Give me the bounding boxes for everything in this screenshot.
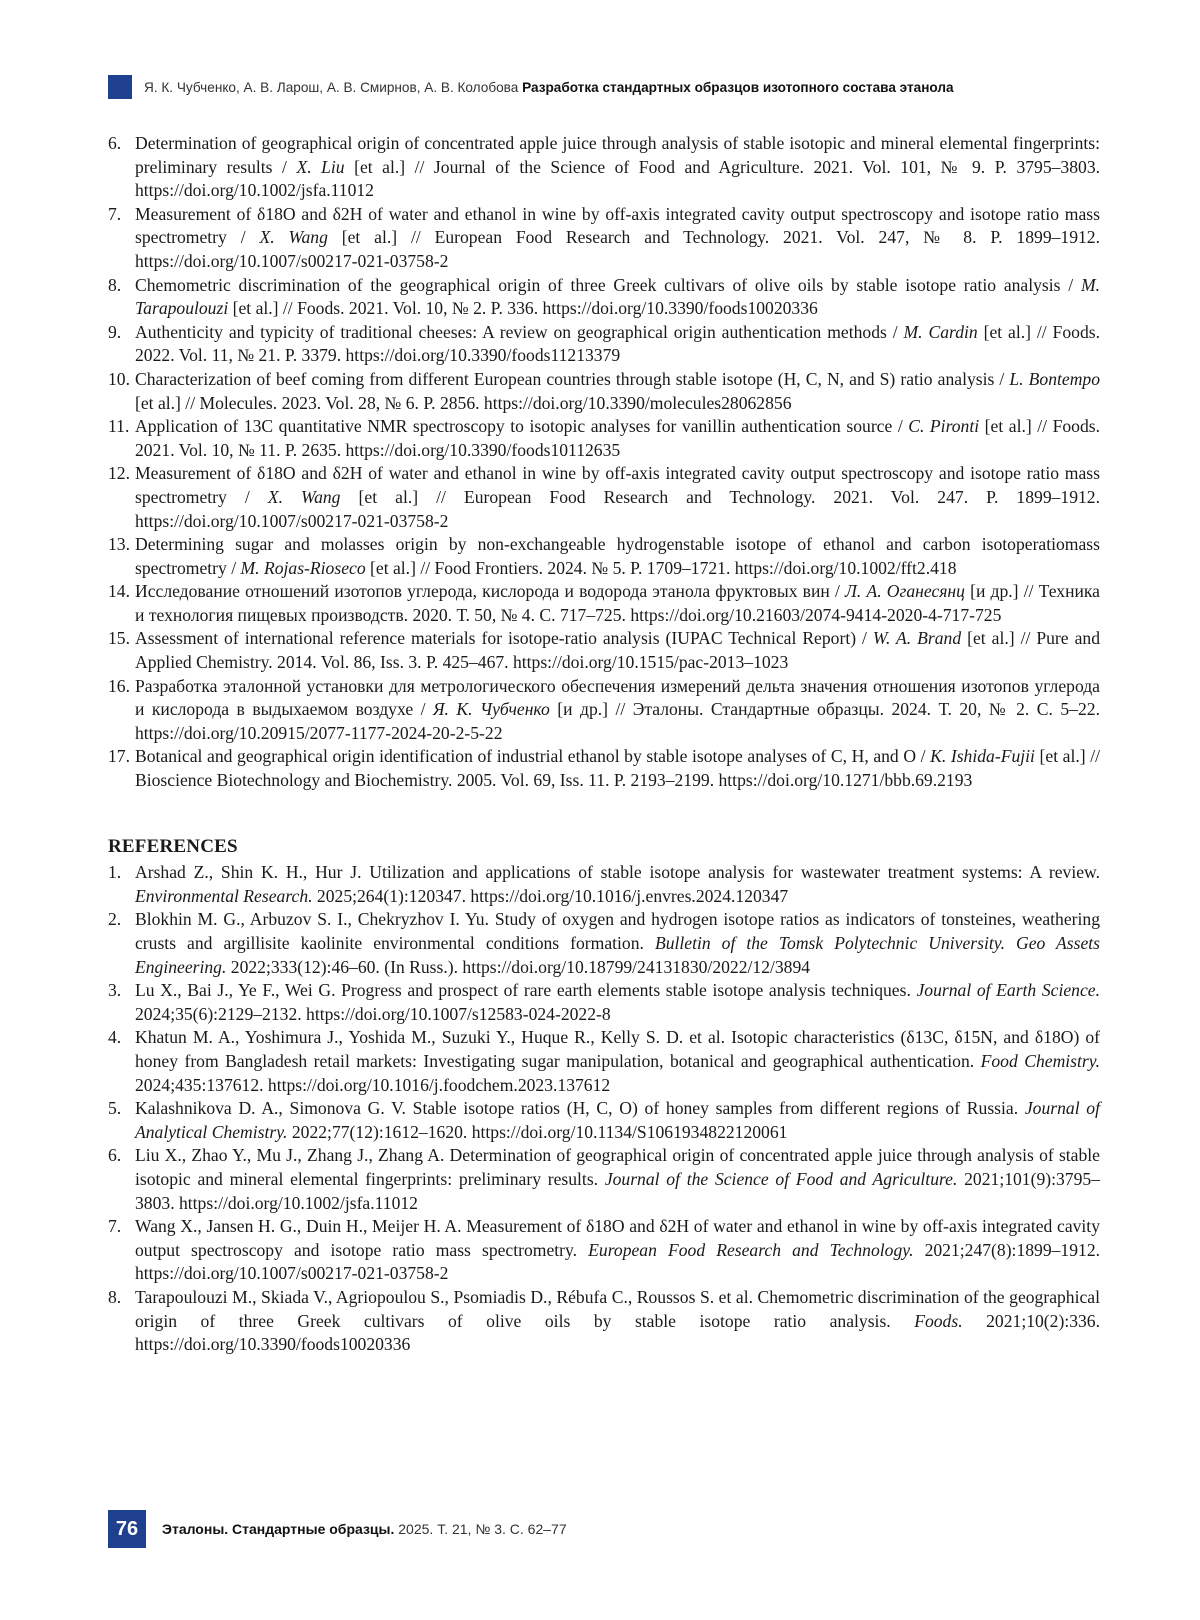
reference-item: 9. Authenticity and typicity of traditional cheeses: A review on geographical origin authentication methods / M. Cardin [et al.] // Foods. 2022. Vol. 11, № 21. P. 3379. https://doi.org/10.3390/foods11213379 (108, 321, 1100, 366)
reference-journal: Journal of Analytical Chemistry. (135, 1098, 1100, 1142)
reference-number: 15. (108, 628, 130, 649)
reference-number: 2. (108, 909, 122, 930)
header-title: Разработка стандартных образцов изотопного состава этанола (522, 79, 954, 95)
reference-author: X. Wang (267, 486, 341, 507)
reference-author: Л. А. Оганесянц (845, 581, 965, 602)
reference-number: 12. (108, 463, 130, 484)
reference-journal: Journal of Earth Science. (916, 980, 1100, 1001)
reference-item: 17. Botanical and geographical origin identification of industrial ethanol by stable isotope analyses of C, H, and O / K. Ishida-Fujii [et al.] // Bioscience Biotechnology and Biochemistry. 2005. Vol. 69, Iss. 11. P. 2193–2199. https://doi.org/10.1271/bbb.69.2193 (108, 746, 1101, 791)
reference-number: 17. (108, 746, 130, 767)
reference-number: 3. (108, 980, 122, 1001)
reference-author: X. Wang (259, 227, 328, 248)
reference-number: 13. (108, 534, 130, 555)
reference-author: W. A. Brand (872, 628, 962, 649)
reference-item: 5. Kalashnikova D. A., Simonova G. V. Stable isotope ratios (H, C, O) of honey samples from different regions of Russia. Journal of Analytical Chemistry. 2022;77(12):1612–1620. https://doi.org/10.1134/S1061934822120061 (108, 1098, 1100, 1142)
reference-item: 14. Исследование отношений изотопов углерода, кислорода и водорода этанола фруктовых вин / Л. А. Оганесянц [и др.] // Техника и технология пищевых производств. 2020. Т. 50, № 4. С. 717–725. https://doi.org/10.21603/2074-9414-2020-4-717-725 (108, 581, 1100, 625)
reference-item: 15. Assessment of international reference materials for isotope-ratio analysis (IUPAC Technical Report) / W. A. Brand [et al.] // Pure and Applied Chemistry. 2014. Vol. 86, Iss. 3. P. 425–467. https://doi.org/10.1515/pac-2013–1023 (108, 628, 1100, 673)
reference-author: M. Tarapoulouzi (135, 274, 1100, 319)
reference-number: 16. (108, 675, 130, 696)
reference-number: 14. (108, 581, 130, 602)
reference-journal: Food Chemistry. (980, 1050, 1100, 1071)
references-heading: REFERENCES (108, 835, 238, 857)
reference-item: 13. Determining sugar and molasses origin by non-exchangeable hydrogenstable isotope of ethanol and carbon isotoperatiomass spectrometry / M. Rojas-Rioseco [et al.] // Food Frontiers. 2024. № 5. P. 1709–1721. https://doi.org/10.1002/fft2.418 (108, 534, 1100, 578)
reference-number: 11. (108, 416, 130, 437)
reference-item: 2. Blokhin M. G., Arbuzov S. I., Chekryzhov I. Yu. Study of oxygen and hydrogen isotope ratios as indicators of tonsteines, weathering crusts and argillisite kaolinite environmental conditions formation. Bulletin of the Tomsk Polytechnic University. Geo Assets Engineering. 2022;333(12):46–60. (In Russ.). https://doi.org/10.18799/24131830/2022/12/3894 (108, 909, 1100, 977)
reference-number: 6. (108, 1145, 122, 1166)
header-authors: Я. К. Чубченко, А. В. Ларош, А. В. Смирнов, А. В. Колобова (144, 79, 519, 95)
reference-number: 10. (108, 368, 130, 389)
reference-item: 11. Application of 13C quantitative NMR spectroscopy to isotopic analyses for vanillin authentication source / C. Pironti [et al.] // Foods. 2021. Vol. 10, № 11. P. 2635. https://doi.org/10.3390/foods10112635 (108, 416, 1100, 460)
references-content (108, 132, 1100, 1357)
reference-journal: Bulletin of the Tomsk Polytechnic University. Geo Assets Engineering. (135, 933, 1100, 977)
reference-journal: Foods. (914, 1310, 963, 1331)
reference-item: 6. Liu X., Zhao Y., Mu J., Zhang J., Zhang A. Determination of geographical origin of concentrated apple juice through analysis of stable isotopic and mineral elemental fingerprints: preliminary results. Journal of the Science of Food and Agriculture. 2021;101(9):3795–3803. https://doi.org/10.1002/jsfa.11012 (108, 1145, 1100, 1213)
reference-author: Я. К. Чубченко (432, 699, 550, 720)
header-marker (108, 75, 132, 99)
reference-item: 3. Lu X., Bai J., Ye F., Wei G. Progress and prospect of rare earth elements stable isotope analysis techniques. Journal of Earth Science. 2024;35(6):2129–2132. https://doi.org/10.1007/s12583-024-2022-8 (108, 980, 1100, 1024)
reference-item: 12. Measurement of δ18O and δ2H of water and ethanol in wine by off-axis integrated cavity output spectroscopy and isotope ratio mass spectrometry / X. Wang [et al.] // European Food Research and Technology. 2021. Vol. 247. P. 1899–1912. https://doi.org/10.1007/s00217-021-03758-2 (108, 463, 1101, 531)
reference-author: C. Pironti (908, 416, 980, 437)
footer-journal: Эталоны. Стандартные образцы. (162, 1521, 395, 1537)
reference-item: 6. Determination of geographical origin of concentrated apple juice through analysis of stable isotopic and mineral elemental fingerprints: preliminary results / X. Liu [et al.] // Journal of the Science of Food and Agriculture. 2021. Vol. 101, № 9. P. 3795–3803. https://doi.org/10.1002/jsfa.11012 (108, 133, 1101, 201)
reference-number: 6. (108, 133, 122, 153)
reference-author: X. Liu (296, 156, 345, 177)
reference-item: 8. Chemometric discrimination of the geographical origin of three Greek cultivars of olive oils by stable isotope ratio analysis / M. Tarapoulouzi [et al.] // Foods. 2021. Vol. 10, № 2. P. 336. https://doi.org/10.3390/foods10020336 (108, 274, 1100, 319)
reference-author: M. Rojas-Rioseco (240, 557, 366, 578)
reference-item: 4. Khatun M. A., Yoshimura J., Yoshida M., Suzuki Y., Huque R., Kelly S. D. et al. Isotopic characteristics (δ13C, δ15N, and δ18O) of honey from Bangladesh retail markets: Investigating sugar manipulation, botanical and geographical authentication. Food Chemistry. 2024;435:137612. https://doi.org/10.1016/j.foodchem.2023.137612 (108, 1027, 1100, 1095)
reference-item: 7. Wang X., Jansen H. G., Duin H., Meijer H. A. Measurement of δ18O and δ2H of water and ethanol in wine by off-axis integrated cavity output spectroscopy and isotope ratio mass spectrometry. European Food Research and Technology. 2021;247(8):1899–1912. https://doi.org/10.1007/s00217-021-03758-2 (108, 1216, 1101, 1284)
reference-number: 8. (108, 274, 122, 295)
reference-author: M. Cardin (903, 321, 978, 342)
page-number: 76 (108, 1510, 146, 1548)
reference-number: 9. (108, 321, 122, 342)
footer-issue: 2025. Т. 21, № 3. С. 62–77 (398, 1521, 567, 1537)
reference-author: L. Bontempo (1009, 368, 1100, 389)
references-en-list (108, 861, 1100, 1356)
reference-number: 7. (108, 1216, 122, 1237)
reference-item: 7. Measurement of δ18O and δ2H of water and ethanol in wine by off-axis integrated cavity output spectroscopy and isotope ratio mass spectrometry / X. Wang [et al.] // European Food Research and Technology. 2021. Vol. 247, № 8. P. 1899–1912. https://doi.org/10.1007/s00217-021-03758-2 (108, 203, 1100, 271)
reference-journal: Journal of the Science of Food and Agriculture. (604, 1168, 958, 1189)
references-ru-list (108, 132, 1100, 793)
reference-author: K. Ishida-Fujii (930, 746, 1035, 767)
page-footer (108, 1510, 567, 1548)
reference-number: 8. (108, 1286, 122, 1307)
reference-item: 1. Arshad Z., Shin K. H., Hur J. Utilization and applications of stable isotope analysis for wastewater treatment systems: A review. Environmental Research. 2025;264(1):120347. https://doi.org/10.1016/j.envres.2024.120347 (108, 862, 1100, 906)
reference-item: 10. Characterization of beef coming from different European countries through stable isotope (H, C, N, and S) ratio analysis / L. Bontempo [et al.] // Molecules. 2023. Vol. 28, № 6. P. 2856. https://doi.org/10.3390/molecules28062856 (108, 368, 1100, 413)
reference-item: 16. Разработка эталонной установки для метрологического обеспечения измерений дельта значения отношения изотопов углерода и кислорода в выдыхаемом воздухе / Я. К. Чубченко [и др.] // Эталоны. Стандартные образцы. 2024. Т. 20, № 2. С. 5–22. https://doi.org/10.20915/2077-1177-2024-20-2-5-22 (108, 675, 1100, 743)
running-header (108, 74, 1100, 100)
footer-citation (162, 1521, 567, 1537)
reference-journal: European Food Research and Technology. (588, 1239, 914, 1260)
reference-number: 4. (108, 1027, 122, 1048)
reference-item: 8. Tarapoulouzi M., Skiada V., Agriopoulou S., Psomiadis D., Rébufa C., Roussos S. et al. Chemometric discrimination of the geographical origin of three Greek cultivars of olive oils by stable isotope ratio analysis. Foods. 2021;10(2):336. https://doi.org/10.3390/foods10020336 (108, 1286, 1100, 1355)
reference-number: 7. (108, 203, 122, 224)
reference-number: 1. (108, 862, 122, 883)
header-text (144, 80, 954, 95)
reference-number: 5. (108, 1098, 122, 1119)
reference-journal: Environmental Research. (135, 885, 313, 906)
